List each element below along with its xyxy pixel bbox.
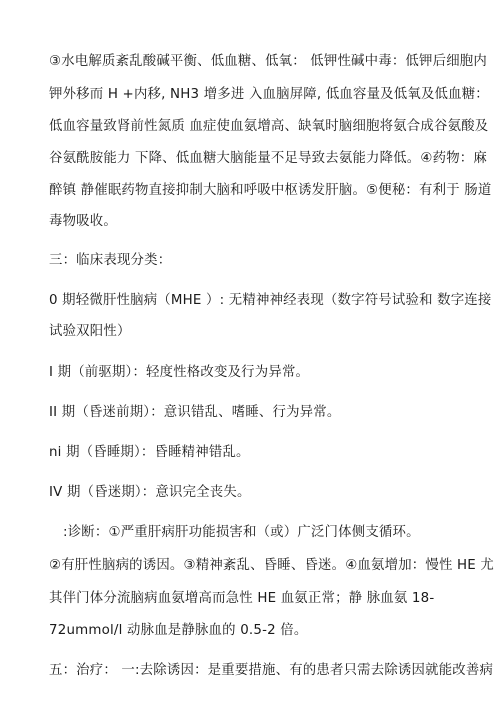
paragraph-line: 试验双阳性）	[49, 324, 131, 339]
stage-item: II 期（昏迷前期）：意识错乱、嗜睡、行为异常。	[49, 405, 341, 420]
paragraph-line: 0 期轻微肝性脑病（MHE ）: 无精神神经表现（数字符号试验和 数字连接	[49, 293, 492, 308]
paragraph-line: 钾外移而 H +内移, NH3 增多进 入血脑屏障, 低血容量及低氧及低血糖：	[49, 87, 489, 102]
section-heading: 五：治疗： 一:去除诱因：是重要措施、有的患者只需去除诱因就能改善病	[49, 663, 494, 678]
paragraph-line: 其伴门体分流脑病血氨增高而急性 HE 血氨正常；静 脉血氨 18-	[49, 591, 435, 606]
stage-item: IV 期（昏迷期）：意识完全丧失。	[49, 485, 251, 500]
section-heading: :诊断：①严重肝病肝功能损害和（或）广泛门体侧支循环。	[63, 525, 420, 540]
paragraph-line: 醉镇 静催眠药物直接抑制大脑和呼吸中枢诱发肝脑。⑤便秘：有利于 肠道	[49, 183, 492, 198]
paragraph-line: 低血容量致肾前性氮质 血症使血氨增高、缺氧时脑细胞将氨合成谷氨酸及	[49, 119, 489, 134]
paragraph-line: 谷氨酰胺能力 下降、低血糖大脑能量不足导致去氨能力降低。④药物：麻	[49, 151, 487, 166]
section-heading: 三：临床表现分类：	[49, 253, 172, 268]
paragraph-line: 毒物吸收。	[49, 214, 117, 229]
stage-item: ni 期（昏睡期）：昏睡精神错乱。	[49, 445, 250, 460]
paragraph-line: ②有肝性脑病的诱因。③精神紊乱、昏睡、昏迷。④血氨增加：慢性 HE 尤	[49, 558, 494, 573]
stage-item: I 期（前驱期）：轻度性格改变及行为异常。	[49, 365, 310, 380]
paragraph-line: 72ummol/l 动脉血是静脉血的 0.5-2 倍。	[49, 623, 308, 638]
paragraph-line: ③水电解质紊乱酸碱平衡、低血糖、低氧： 低钾性碱中毒：低钾后细胞内	[49, 54, 487, 69]
